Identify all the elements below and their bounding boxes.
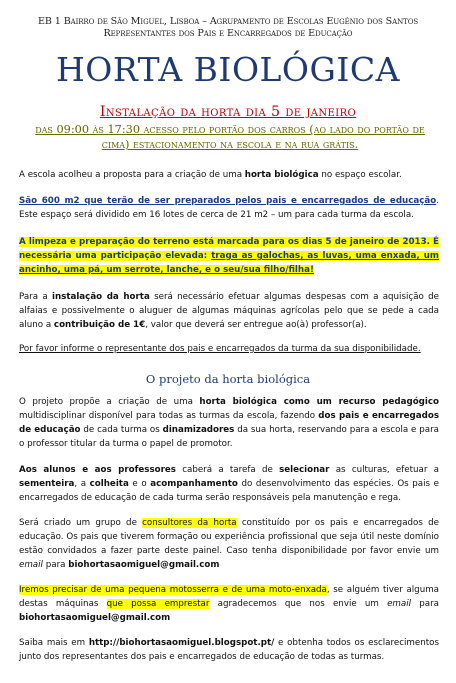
paragraph-cleanup: A limpeza e preparação do terreno está marcada para os dias 5 de janeiro de 2013. É necessária uma participação elevada: traga as galochas, as luvas, uma enxada, um ancinho, uma pá, um serrote, lanche, e o seu/sua filho/filha! [19,237,439,275]
paragraph-more-info: Saiba mais em http://biohortasaomiguel.blogspot.pt/ e obtenha todos os esclarecimentos junto dos representantes dos pais e encarregados de educação de todas as turmas. [19,638,439,662]
event-heading: Instalação da horta dia 5 de janeiro [99,104,357,120]
page-title: HORTA BIOLÓGICA [56,50,400,89]
paragraph-roles: Aos alunos e aos professores caberá a tarefa de selecionar as culturas, efetuar a sementeira, a colheita e o acompanhamento do desenvolvimento das espécies. Os pais e encarregados de educação de cada turma serão responsáveis pela manutenção e rega. [19,465,439,503]
paragraph-project: O projeto propõe a criação de uma horta biológica como um recurso pedagógico multidisciplinar disponível para todas as turmas da escola, fazendo dos pais e encarregados de educação de cada turma os dinamizadores da sua horta, reservando para a escola e para o professor titular da turma o papel de promotor. [19,397,439,449]
paragraph-equipment: Iremos precisar de uma pequena motosserra e de uma moto-enxada, se alguém tiver alguma destas máquinas que possa emprestar agradecemos que nos envie um email para biohortasaomiguel@gmail.com [19,585,439,623]
paragraph-consultants: Será criado um grupo de consultores da horta constituído por os pais e encarregados de educação. Os pais que tiverem formação ou experiência profissional que seja útil neste domínio estão convidados a fazer parte deste painel. Caso tenha disponibilidade por favor envie um email para biohortasaomiguel@gmail.com [19,518,439,570]
school-header: EB 1 Bairro de São Miguel, Lisboa – Agrupamento de Escolas Eugénio dos Santos [37,16,419,27]
blog-link[interactable]: http://biohortasaomiguel.blogspot.pt/ [88,638,275,648]
section-title: O projeto da horta biológica [145,372,311,386]
paragraph-contribution: Para a instalação da horta será necessário efetuar algumas despesas com a aquisição de alfaias e possivelmente o aluguer de algumas máquinas agrícolas pelo que se pede a cada aluno a contribuição de 1€, valor que deverá ser entregue ao(à) professor(a). [19,292,439,330]
paragraph-intro: A escola acolheu a proposta para a criação de uma horta biológica no espaço escolar. [19,170,402,180]
event-details: das 09:00 às 17:30 acesso pelo portão dos carros (ao lado do portão de cima) estacionamento na escola e na rua grátis. [35,123,425,151]
paragraph-area: São 600 m2 que terão de ser preparados pelos pais e encarregados de educação. Este espaço será dividido em 16 lotes de cerca de 21 m2 – um para cada turma da escola. [19,196,439,220]
paragraph-availability: Por favor informe o representante dos pais e encarregados da turma da sua disponibilidade. [19,344,421,354]
email-link[interactable]: biohortasaomiguel@gmail.com [68,560,220,570]
association-header: Representantes dos Pais e Encarregados de Educação [103,28,353,39]
email-link-2[interactable]: biohortasaomiguel@gmail.com [19,613,171,623]
